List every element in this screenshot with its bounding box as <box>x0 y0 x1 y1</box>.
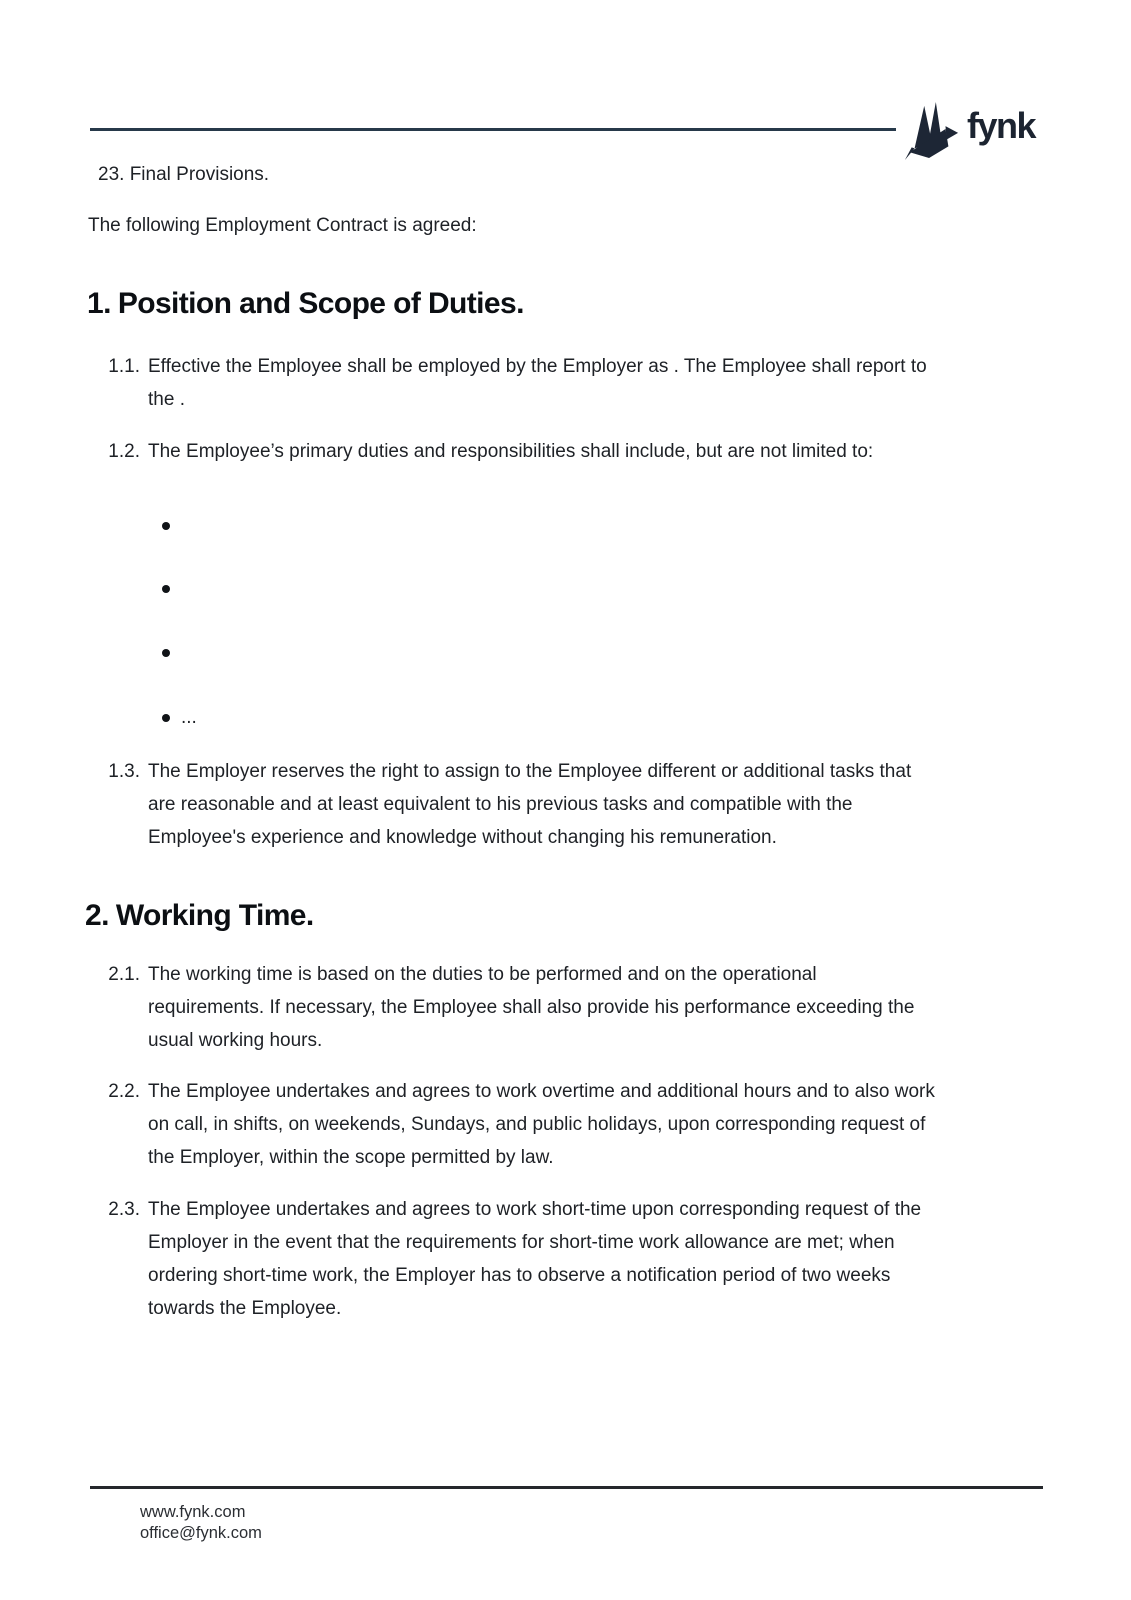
section-1-title: Position and Scope of Duties. <box>117 287 524 320</box>
clause-number: 1.1. <box>108 356 140 377</box>
duty-bullet-item <box>162 572 181 605</box>
clause-number: 2.1. <box>108 964 140 985</box>
clause-2-2 <box>88 1075 935 1174</box>
clause-text: The working time is based on the duties to be performed and on the operational requirements. If necessary, the Employee shall also provide his performance exceeding the usual working hours. <box>148 964 915 1051</box>
clause-number: 2.3. <box>108 1199 140 1220</box>
brand-logo <box>902 99 1035 161</box>
header-divider <box>90 128 896 131</box>
section-2-title: Working Time. <box>115 899 314 932</box>
origami-bird-icon <box>902 99 960 161</box>
clause-1-2 <box>88 435 873 468</box>
section-1-number: 1. <box>87 287 111 320</box>
intro-line: The following Employment Contract is agreed: <box>88 215 477 236</box>
bullet-icon <box>162 585 170 593</box>
bullet-icon <box>162 522 170 530</box>
clause-text: The Employee undertakes and agrees to work overtime and additional hours and to also work on call, in shifts, on weekends, Sundays, and public holidays, upon corresponding request of the Employer, within the scope permitted by law. <box>148 1081 935 1168</box>
clause-1-1 <box>88 350 927 416</box>
clause-number: 2.2. <box>108 1081 140 1102</box>
clause-2-1 <box>88 958 914 1057</box>
bullet-icon <box>162 649 170 657</box>
footer-website: www.fynk.com <box>140 1503 246 1521</box>
clause-number: 1.3. <box>108 761 140 782</box>
duty-bullet-item <box>162 636 181 669</box>
section-2-heading <box>85 897 314 935</box>
previous-section-label: 23. Final Provisions. <box>98 164 270 185</box>
section-2-number: 2. <box>85 899 109 932</box>
clause-text: The Employee’s primary duties and responsibilities shall include, but are not limited to: <box>148 441 874 462</box>
bullet-icon <box>162 714 170 722</box>
section-1-heading <box>87 285 524 323</box>
duty-bullet-item <box>162 509 181 542</box>
clause-number: 1.2. <box>108 441 140 462</box>
clause-2-3 <box>88 1193 921 1325</box>
footer-divider <box>90 1486 1043 1489</box>
clause-1-3 <box>88 755 911 854</box>
footer-email: office@fynk.com <box>140 1524 262 1542</box>
clause-text: The Employee undertakes and agrees to work short-time upon corresponding request of the Employer in the event that the requirements for short-time work allowance are met; when ordering short-time work, the Employer has to observe a notification period of two weeks towards the Employee. <box>148 1199 922 1319</box>
clause-text: Effective the Employee shall be employed by the Employer as . The Employee shall report to the . <box>148 356 927 410</box>
clause-text: The Employer reserves the right to assign to the Employee different or additional tasks that are reasonable and at least equivalent to his previous tasks and compatible with the Employee's experience and knowledge without changing his remuneration. <box>148 761 912 848</box>
brand-wordmark: fynk <box>967 105 1036 146</box>
duty-bullet-item: ... <box>162 701 197 734</box>
